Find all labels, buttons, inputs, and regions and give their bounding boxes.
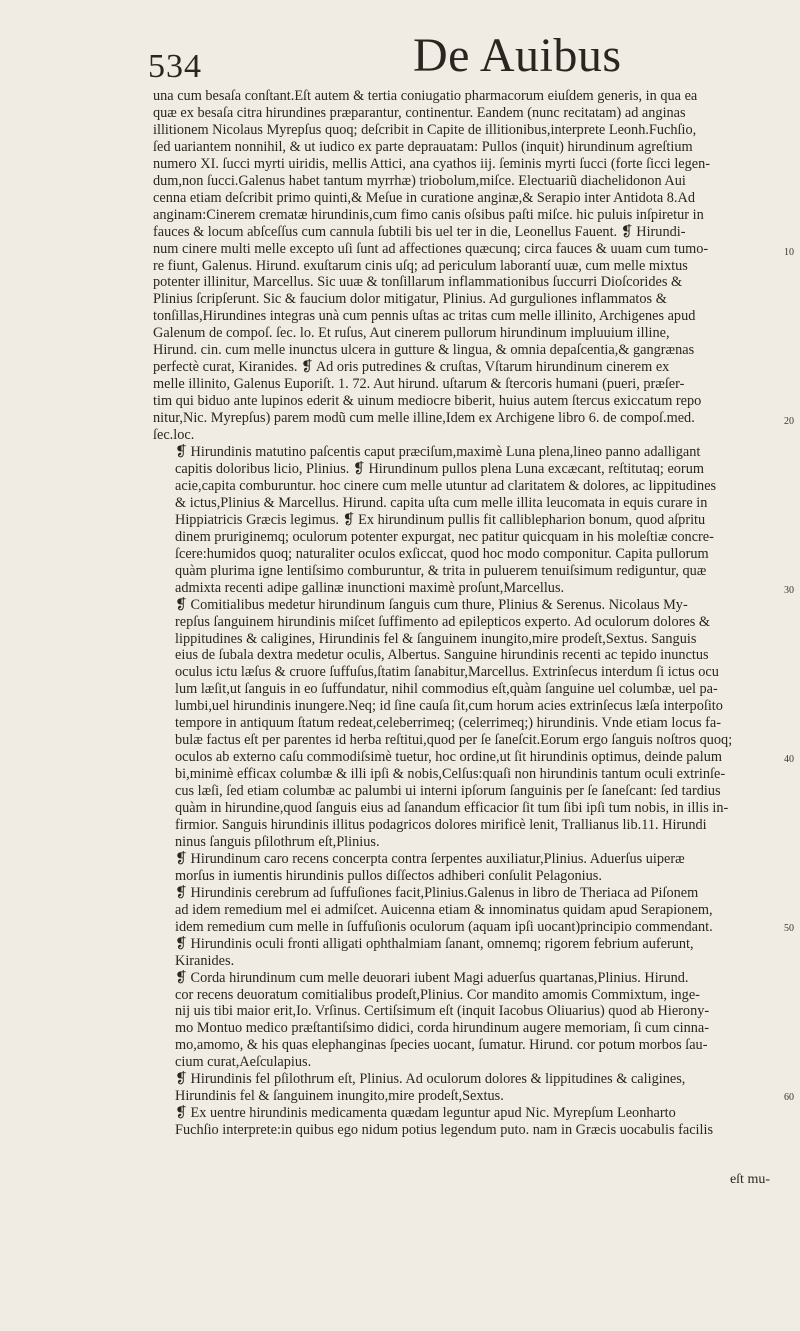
text-line: illitionem Nicolaus Myrepſus quoq; deſcribit in Capite de illitionibus,interprete Leonh.Fuchſio, bbox=[153, 121, 697, 138]
page-header bbox=[148, 28, 648, 88]
text-line: eius de ſubala dextra medetur oculis, Albertus. Sanguine hirundinis recenti ac tepido inunctus bbox=[175, 647, 709, 664]
text-line: cus læſi, ſed etiam columbæ ac palumbi ui interni ipſorum ſanguinis per ſe ſaneſcant: ſed tardius bbox=[175, 783, 721, 800]
text-line: morſus in iumentis hirundinis pullos diſſectos adhiberi conſulit Pelagonius. bbox=[175, 867, 602, 884]
text-line: Hirund. cin. cum melle inunctus ulcera in gutture & lingua, & omnia depaſcentia,& gangrænas bbox=[153, 342, 695, 359]
page-number: 534 bbox=[148, 48, 202, 85]
paragraph bbox=[153, 936, 793, 970]
paragraph bbox=[153, 597, 793, 851]
text-line: una cum besaſa conſtant.Eſt autem & tertia coniugatio pharmacorum eiuſdem generis, in qua ea bbox=[153, 88, 698, 104]
text-line: quàm in hirundine,quod ſanguis eius ad ſanandum efficacior ſit tum ſibi ipſi tum nobis, in illis in- bbox=[175, 800, 729, 817]
text-line: ❡ Hirundinis matutino paſcentis caput præciſum,maximè Luna plena,lineo panno adalligant bbox=[175, 444, 701, 461]
text-line: lumbi,uel hirundinis inungere.Neq; id ſine cauſa ſit,cum horum acies extrinſecus læſa interpoſito bbox=[175, 698, 723, 715]
text-line: mo Montuo medico præſtantiſsimo didici, corda hirundinum augere memoriam, ſi cum cinna- bbox=[175, 1020, 710, 1037]
text-line: ❡ Hirundinis oculi fronti alligati ophthalmiam ſanant, omnemq; rigorem febrium auferunt, bbox=[175, 935, 694, 952]
paragraph bbox=[153, 444, 793, 597]
text-line: Galenum de compoſ. ſec. lo. Et ruſus, Aut cinerem pullorum hirundinum impluuium illine, bbox=[153, 325, 670, 342]
text-line: Fuchſio interprete:in quibus ego nidum potius legendum puto. nam in Græcis uocabulis facilis bbox=[175, 1122, 714, 1139]
text-line: Hirundinis fel & ſanguinem inungito,mire prodeſt,Sextus. bbox=[175, 1088, 504, 1105]
text-line: potenter illinitur, Marcellus. Sic uuæ & tonſillarum inflammationibus ſuccurri Dioſcorides & bbox=[153, 274, 683, 291]
text-line: ſcere:humidos quoq; naturaliter oculos exſiccat, quod hoc modo componitur. Capita pullorum bbox=[175, 545, 709, 562]
text-line: quæ ex besaſa citra hirundines præparantur, continentur. Eandem (nunc recitatam) ad anginas bbox=[153, 104, 686, 121]
text-line: dum,non ſucci.Galenus habet tantum myrrhæ) triobolum,miſce. Electuariũ diachelidonon Aui bbox=[153, 172, 686, 189]
text-line: acie,capita comburuntur. hoc cinere cum melle utuntur ad claritatem & dolores, ac lippitudines bbox=[175, 477, 717, 494]
text-line: ſec.loc. bbox=[153, 427, 195, 444]
margin-line-number: 20 bbox=[784, 416, 794, 427]
text-line: cium curat,Aeſculapius. bbox=[175, 1054, 312, 1071]
text-line: anginam:Cinerem crematæ hirundinis,cum fimo canis oſsibus paſti miſce. hic puluis inſpiretur in bbox=[153, 206, 704, 223]
margin-line-number: 10 bbox=[784, 247, 794, 258]
text-line: capitis doloribus licio, Plinius. ❡ Hirundinum pullos plena Luna excæcant, reſtitutaq; eorum bbox=[175, 460, 704, 477]
margin-line-number: 40 bbox=[784, 754, 794, 765]
text-line: ❡ Comitialibus medetur hirundinum ſanguis cum thure, Plinius & Serenus. Nicolaus My- bbox=[175, 596, 688, 613]
text-line: ❡ Ex uentre hirundinis medicamenta quædam leguntur apud Nic. Myrepſum Leonharto bbox=[175, 1105, 676, 1122]
text-line: lippitudines & caligines, Hirundinis fel & ſanguinem inungito,mire prodeſt,Sextus. Sanguis bbox=[175, 630, 697, 647]
margin-line-number: 60 bbox=[784, 1092, 794, 1103]
text-line: Plinius ſcripſerunt. Sic & faucium dolor mitigatur, Plinius. Ad gurguliones inflammatos & bbox=[153, 291, 667, 308]
text-line: dinem pruriginemq; oculorum potenter expurgat, nec patitur quicquam in his moleſtiæ concre- bbox=[175, 528, 714, 545]
text-line: perfectè curat, Kiranides. ❡ Ad oris putredines & cruſtas, Vſtarum hirundinum cinerem ex bbox=[153, 359, 670, 376]
paragraph bbox=[153, 851, 793, 885]
paragraph bbox=[153, 970, 793, 1072]
paragraph bbox=[153, 885, 793, 936]
text-line: admixta recenti adipe gallinæ inunctioni maximè proſunt,Marcellus. bbox=[175, 579, 565, 596]
catchword: eſt mu- bbox=[729, 1172, 770, 1187]
text-line: Hippiatricis Græcis legimus. ❡ Ex hirundinum pullis fit calliblepharion bonum, quod aſpritu bbox=[175, 511, 706, 528]
text-line: ❡ Hirundinum caro recens concerpta contra ſerpentes auxiliatur,Plinius. Aduerſus uiperæ bbox=[175, 850, 685, 867]
paragraph bbox=[153, 88, 793, 444]
text-line: ninus ſanguis pſilothrum eſt,Plinius. bbox=[175, 833, 380, 850]
text-line: fauces & locum abſceſſus cum cannula ſubtili bis uel ter in die, Leonellus Fauent. ❡ Hirundi- bbox=[153, 223, 686, 240]
margin-line-number: 50 bbox=[784, 923, 794, 934]
running-head: De Auibus bbox=[413, 29, 622, 82]
text-line: cenna etiam deſcribit primo quinti,& Meſue in curatione anginæ,& Serapio inter Antidota 8.Ad bbox=[153, 189, 695, 206]
paragraph bbox=[153, 1071, 793, 1105]
text-body bbox=[153, 88, 793, 1139]
text-line: numero XI. ſucci myrti uiridis, mellis Attici, ana cyathos iij. ſeminis myrti ſucci (forte ſicci legen- bbox=[153, 155, 711, 172]
text-line: ❡ Hirundinis fel pſilothrum eſt, Plinius. Ad oculorum dolores & lippitudines & caligines, bbox=[175, 1071, 686, 1088]
text-line: melle illinito, Galenus Euporiſt. 1. 72. Aut hirund. uſtarum & ſtercoris humani (pueri, præſer- bbox=[153, 376, 685, 393]
text-line: quàm plurima igne lentiſsimo comburuntur, & trita in puluerem tenuiſsimum rediguntur, quæ bbox=[175, 562, 707, 579]
text-line: ſed uariantem nonnihil, & ut iudico ex parte deprauatam: Pullos (inquit) hirundinum agreſtium bbox=[153, 138, 693, 155]
text-line: ad idem remedium mel ei admiſcet. Auicenna etiam & innominatus quidam apud Serapionem, bbox=[175, 901, 713, 918]
text-line: re fiunt, Galenus. Hirund. exuſtarum cinis uſq; ad periculum laborantí uuæ, cum melle mixtus bbox=[153, 257, 688, 274]
paragraph bbox=[153, 1105, 793, 1139]
text-line: tonſillas,Hirundines integras unà cum pennis uſtas ac tritas cum melle illinito, Archigenes apud bbox=[153, 308, 696, 325]
text-line: oculos ab externo caſu commodiſsimè tuetur, hoc ordine,ut ſit hirundinis optimus, deinde palum bbox=[175, 749, 722, 766]
text-line: tim qui biduo ante lupinos ederit & uinum mediocre biberit, huius autem ſtercus exiccatum repo bbox=[153, 393, 702, 410]
text-line: idem remedium cum melle in ſuffuſionis oculorum (aquam ipſi uocant)principio commendant. bbox=[175, 918, 713, 935]
text-line: num cinere multi melle excepto uſi ſunt ad affectiones quæcunq; circa fauces & uuam cum tumo- bbox=[153, 240, 709, 257]
text-line: cor recens deuoratum comitialibus prodeſt,Plinius. Cor mandito amomis Commixtum, inge- bbox=[175, 986, 700, 1003]
text-line: & ictus,Plinius & Marcellus. Hirund. capita uſta cum melle illita leucomata in equis curare in bbox=[175, 494, 708, 511]
text-line: repſus ſanguinem hirundinis miſcet ſuffimento ad epilepticos experto. Ad oculorum dolores & bbox=[175, 613, 710, 630]
text-line: nitur,Nic. Myrepſus) parem modũ cum melle illine,Idem ex Archigene libro 6. de compoſ.med. bbox=[153, 410, 695, 427]
text-line: lum læſit,ut ſanguis in eo ſuffundatur, nihil commodius eſt,quàm ſanguine uel columbæ, uel pa- bbox=[175, 681, 718, 698]
text-line: firmior. Sanguis hirundinis illitus podagricos dolores mirificè lenit, Trallianus lib.11. Hirundi bbox=[175, 816, 707, 833]
text-line: ❡ Hirundinis cerebrum ad ſuffuſiones facit,Plinius.Galenus in libro de Theriaca ad Piſonem bbox=[175, 884, 699, 901]
text-line: ❡ Corda hirundinum cum melle deuorari iubent Magi aduerſus quartanas,Plinius. Hirund. bbox=[175, 969, 689, 986]
text-line: bulæ factus eſt per parentes id herba reſtitui,quod per ſe ſaneſcit.Eorum ergo ſanguis noſtros quoq; bbox=[175, 732, 733, 749]
text-line: Kiranides. bbox=[175, 952, 235, 969]
text-line: nij uis tibi maior erit,Io. Vrſinus. Certiſsimum eſt (inquit Iacobus Oliuarius) quod ab Hierony- bbox=[175, 1003, 710, 1020]
text-line: mo,amomo, & his quas elephanginas ſpecies uocant, ſumatur. Hirund. cor potum morbos ſau- bbox=[175, 1037, 708, 1054]
text-line: bi,minimè efficax columbæ & illi ipſi & nobis,Celſus:quaſi non hirundinis tantum oculi extrinſe- bbox=[175, 766, 726, 783]
text-line: oculus ictu læſus & cruore ſuffuſus,ſtatim ſanabitur,Marcellus. Extrinſecus interdum ſi ictus ocu bbox=[175, 664, 719, 681]
text-line: tempore in antiquum ſtatum redeat,celeberrimeq; (celerrimeq;) hirundinis. Vnde etiam locus fa- bbox=[175, 715, 721, 732]
margin-line-number: 30 bbox=[784, 585, 794, 596]
